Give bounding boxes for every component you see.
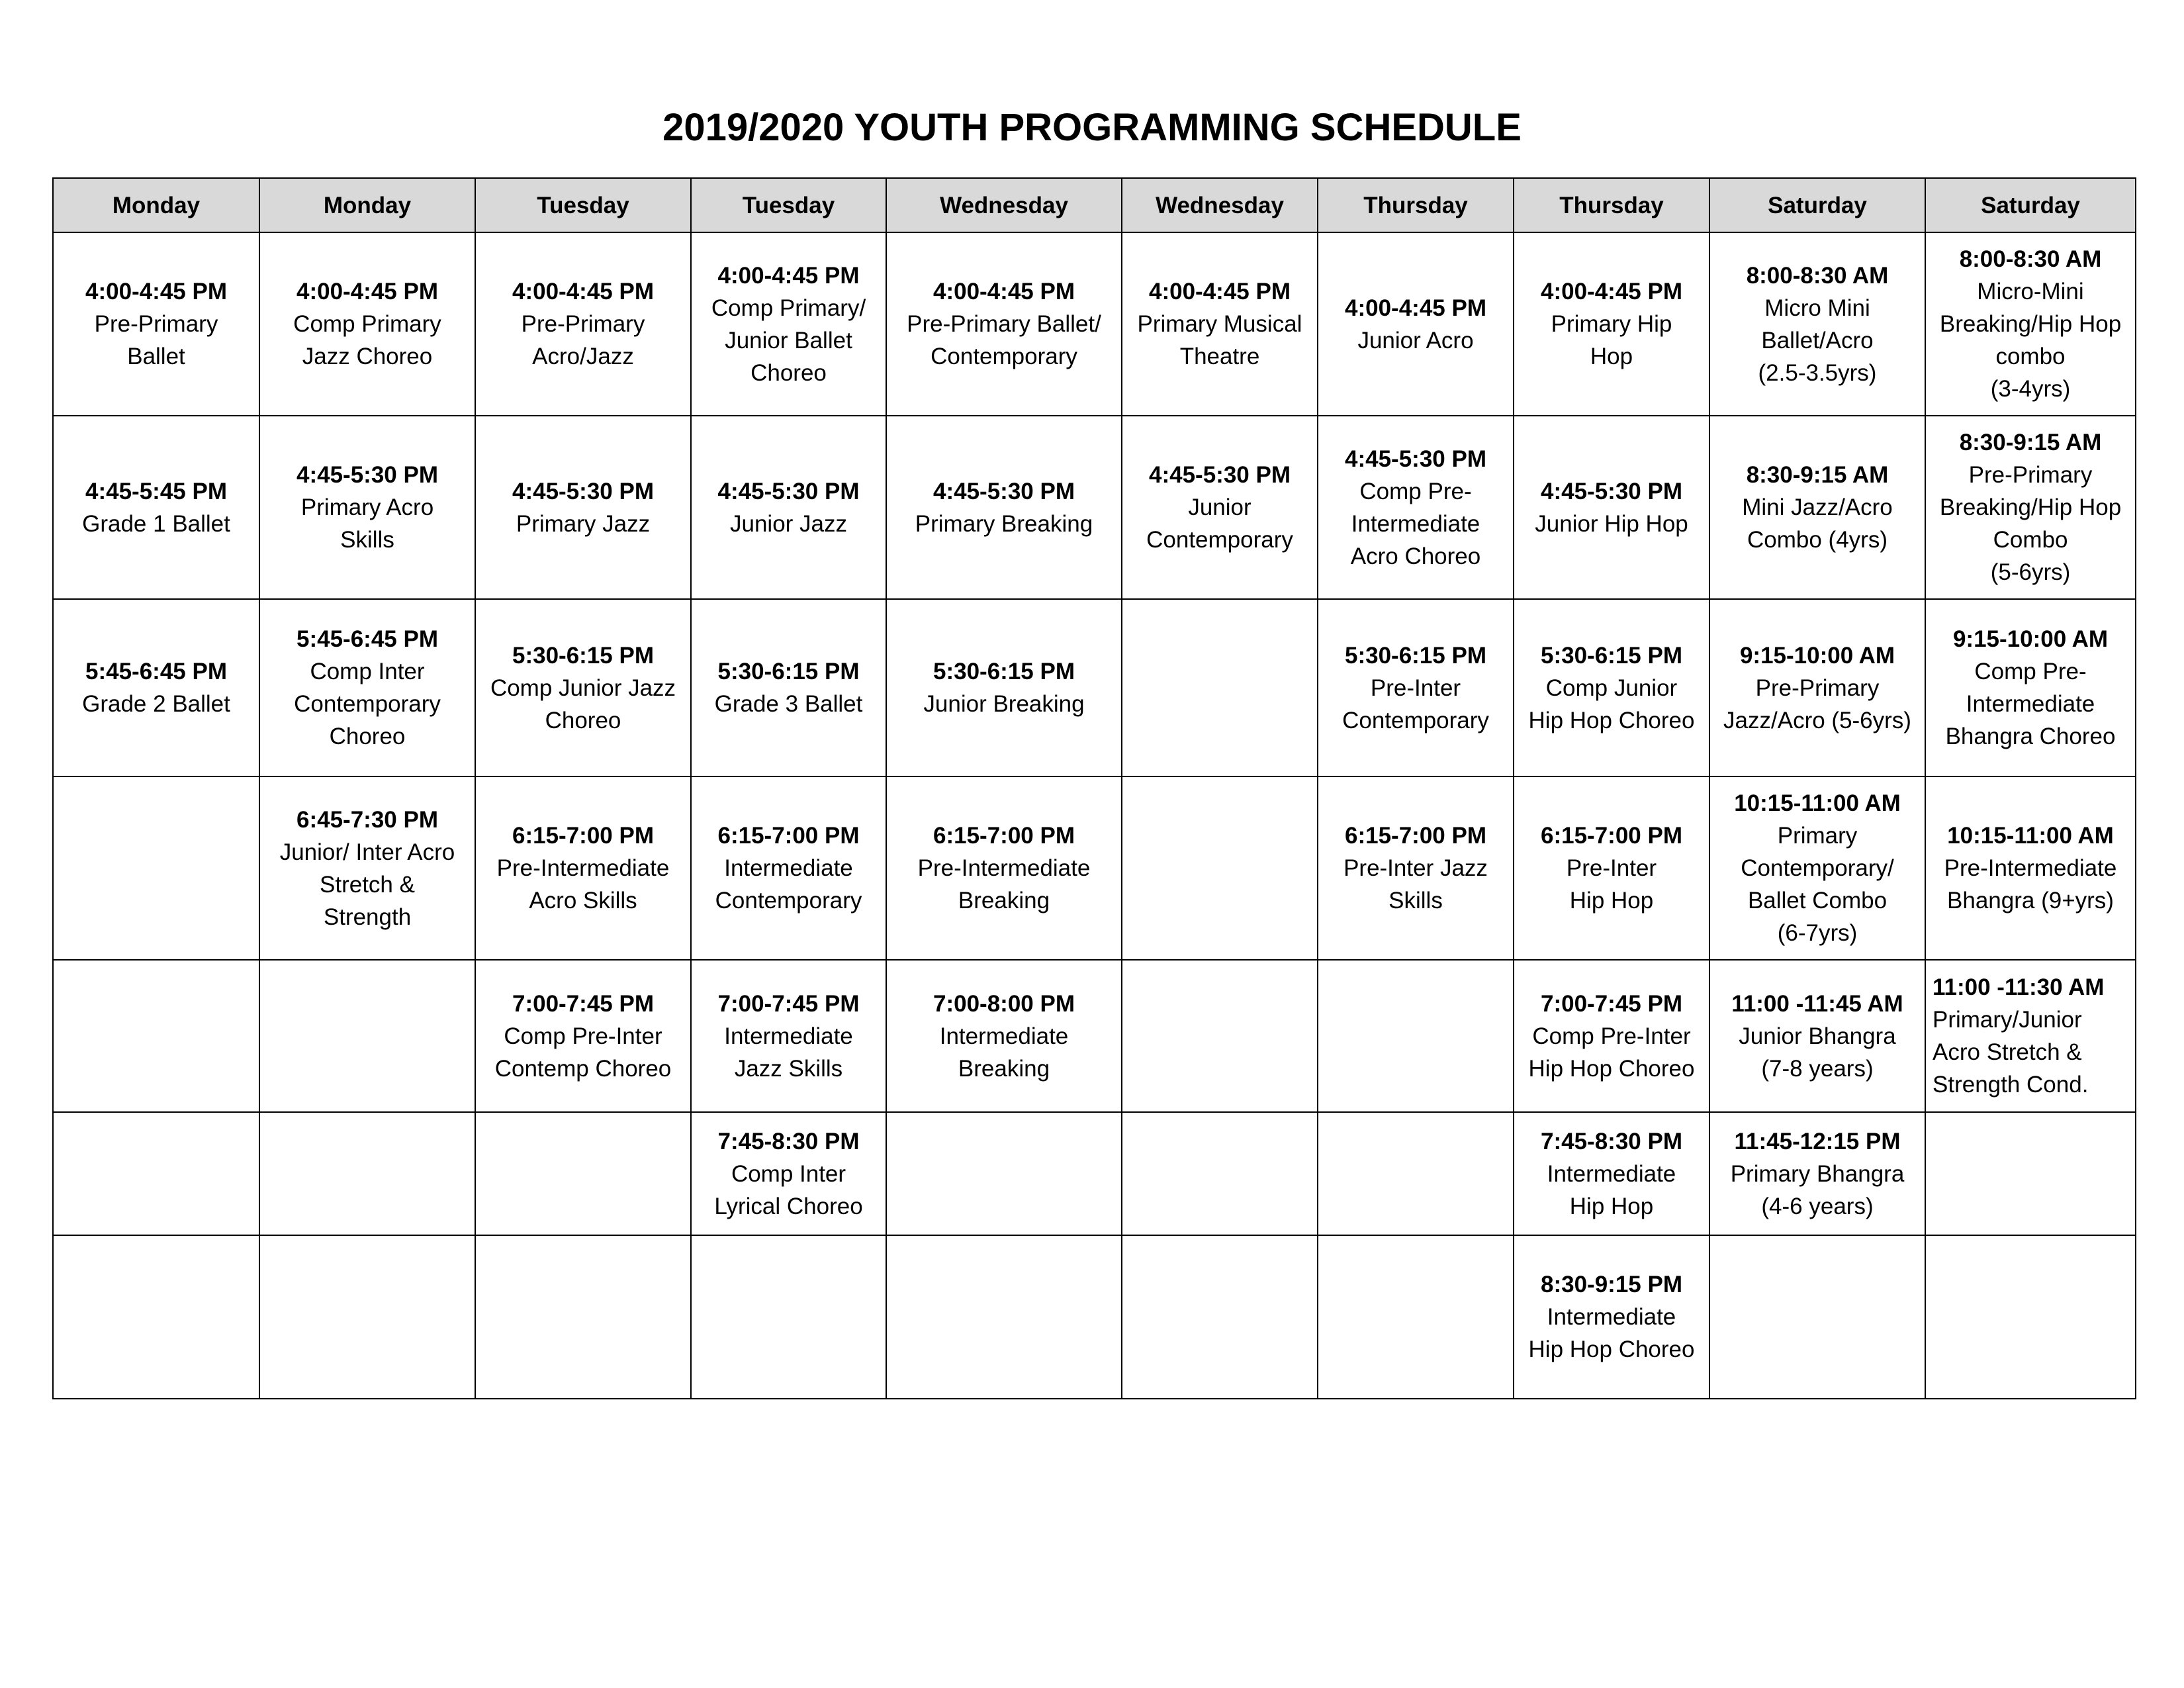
class-name: Primary Musical Theatre — [1137, 311, 1302, 369]
class-time: 7:00-8:00 PM — [933, 990, 1075, 1017]
column-header: Saturday — [1925, 178, 2136, 232]
class-time: 5:30-6:15 PM — [512, 642, 654, 669]
class-time: 6:45-7:30 PM — [296, 806, 438, 833]
class-cell — [475, 960, 691, 1112]
class-name: Comp Junior Hip Hop Choreo — [1528, 675, 1695, 733]
class-cell — [1925, 599, 2136, 776]
column-header: Monday — [259, 178, 475, 232]
empty-cell — [1122, 1112, 1318, 1235]
class-name: Grade 2 Ballet — [82, 691, 230, 717]
empty-cell — [53, 1235, 259, 1399]
class-cell — [1925, 232, 2136, 416]
schedule-row — [53, 1235, 2136, 1399]
class-cell — [691, 599, 886, 776]
class-cell — [259, 599, 475, 776]
class-time: 4:00-4:45 PM — [1149, 279, 1291, 305]
class-time: 5:45-6:45 PM — [296, 626, 438, 652]
column-header: Thursday — [1318, 178, 1514, 232]
schedule-row — [53, 776, 2136, 960]
empty-cell — [53, 776, 259, 960]
class-name: Pre-Primary Ballet — [94, 311, 218, 369]
class-time: 9:15-10:00 AM — [1739, 642, 1895, 669]
page-title: 2019/2020 YOUTH PROGRAMMING SCHEDULE — [662, 106, 1522, 149]
class-name: Intermediate Hip Hop — [1547, 1160, 1676, 1219]
class-time: 10:15-11:00 AM — [1734, 790, 1901, 816]
class-time: 5:30-6:15 PM — [1541, 642, 1682, 669]
class-time: 7:00-7:45 PM — [717, 990, 860, 1017]
class-cell — [259, 776, 475, 960]
class-cell — [53, 599, 259, 776]
class-cell — [691, 416, 886, 599]
class-name: Primary Breaking — [915, 510, 1093, 537]
class-time: 5:30-6:15 PM — [1345, 642, 1486, 669]
class-cell — [475, 599, 691, 776]
empty-cell — [691, 1235, 886, 1399]
class-time: 8:30-9:15 PM — [1541, 1272, 1682, 1297]
class-name: Pre-Primary Acro/Jazz — [521, 311, 645, 369]
class-cell — [1514, 776, 1709, 960]
class-cell — [1709, 416, 1925, 599]
class-name: Comp Pre- Intermediate Bhangra Choreo — [1945, 659, 2116, 749]
class-time: 5:30-6:15 PM — [717, 659, 860, 684]
empty-cell — [886, 1235, 1122, 1399]
class-cell — [53, 232, 259, 416]
class-cell — [1514, 1112, 1709, 1235]
class-time: 4:00-4:45 PM — [933, 279, 1075, 305]
class-name: Primary Contemporary/ Ballet Combo (6-7yrs) — [1741, 823, 1894, 946]
class-name: Primary Hip Hop — [1551, 311, 1672, 369]
class-time: 4:00-4:45 PM — [1541, 279, 1682, 305]
class-time: 9:15-10:00 AM — [1952, 626, 2109, 652]
class-cell — [691, 232, 886, 416]
class-time: 8:00-8:30 AM — [1959, 246, 2102, 272]
class-time: 7:00-7:45 PM — [1541, 990, 1682, 1017]
class-name: Junior/ Inter Acro Stretch & Strength — [279, 839, 455, 930]
class-cell — [1122, 416, 1318, 599]
class-cell — [1514, 960, 1709, 1112]
empty-cell — [53, 960, 259, 1112]
class-name: Junior Acro — [1357, 327, 1474, 353]
empty-cell — [53, 1112, 259, 1235]
column-header: Saturday — [1709, 178, 1925, 232]
class-time: 6:15-7:00 PM — [717, 823, 860, 849]
class-cell — [475, 232, 691, 416]
class-time: 11:45-12:15 PM — [1734, 1128, 1901, 1154]
class-cell — [1709, 776, 1925, 960]
class-time: 4:00-4:45 PM — [717, 262, 860, 289]
column-header: Thursday — [1514, 178, 1709, 232]
class-cell — [886, 416, 1122, 599]
class-name: Mini Jazz/Acro Combo (4yrs) — [1742, 494, 1893, 553]
class-cell — [53, 416, 259, 599]
class-cell — [1122, 232, 1318, 416]
class-cell — [1709, 960, 1925, 1112]
column-header: Tuesday — [475, 178, 691, 232]
empty-cell — [259, 960, 475, 1112]
class-cell — [1318, 416, 1514, 599]
class-time: 8:00-8:30 AM — [1746, 262, 1889, 289]
class-name: Primary Jazz — [516, 510, 651, 537]
class-cell — [1709, 1112, 1925, 1235]
class-time: 4:00-4:45 PM — [85, 279, 227, 305]
class-cell — [1925, 776, 2136, 960]
schedule-row — [53, 232, 2136, 416]
class-cell — [1514, 416, 1709, 599]
empty-cell — [1925, 1112, 2136, 1235]
class-name: Comp Pre-Inter Hip Hop Choreo — [1528, 1023, 1695, 1082]
class-time: 6:15-7:00 PM — [512, 823, 654, 849]
class-cell — [475, 776, 691, 960]
class-cell — [475, 416, 691, 599]
empty-cell — [1318, 1235, 1514, 1399]
empty-cell — [1122, 960, 1318, 1112]
class-cell — [1318, 232, 1514, 416]
class-cell — [886, 599, 1122, 776]
column-header: Monday — [53, 178, 259, 232]
class-name: Junior Bhangra (7-8 years) — [1739, 1023, 1896, 1082]
class-name: Pre-Intermediate Bhangra (9+yrs) — [1944, 855, 2117, 914]
class-name: Comp Inter Lyrical Choreo — [714, 1160, 863, 1219]
class-cell — [1925, 960, 2136, 1112]
class-time: 10:15-11:00 AM — [1947, 823, 2114, 849]
schedule-row — [53, 599, 2136, 776]
class-name: Pre-Primary Jazz/Acro (5-6yrs) — [1723, 675, 1911, 733]
class-time: 4:45-5:30 PM — [1345, 445, 1486, 472]
class-name: Comp Primary Jazz Choreo — [293, 311, 441, 369]
class-name: Comp Pre- Intermediate Acro Choreo — [1350, 478, 1481, 569]
class-time: 11:00 -11:30 AM — [1933, 974, 2105, 1000]
schedule-row — [53, 416, 2136, 599]
empty-cell — [1122, 776, 1318, 960]
empty-cell — [475, 1235, 691, 1399]
class-cell — [886, 960, 1122, 1112]
class-time: 7:45-8:30 PM — [1541, 1128, 1682, 1154]
class-name: Junior Contemporary — [1146, 494, 1293, 553]
class-name: Primary Bhangra (4-6 years) — [1730, 1160, 1905, 1219]
class-cell — [886, 232, 1122, 416]
empty-cell — [259, 1235, 475, 1399]
class-cell — [1514, 232, 1709, 416]
class-name: Pre-Inter Contemporary — [1342, 675, 1489, 733]
class-time: 4:00-4:45 PM — [512, 279, 654, 305]
class-time: 4:45-5:45 PM — [85, 478, 227, 504]
class-name: Pre-Intermediate Breaking — [917, 855, 1091, 914]
class-name: Pre-Inter Hip Hop — [1566, 855, 1657, 914]
class-cell — [691, 776, 886, 960]
class-time: 4:45-5:30 PM — [933, 478, 1075, 504]
class-name: Pre-Primary Breaking/Hip Hop Combo (5-6yrs) — [1939, 462, 2122, 585]
class-time: 4:45-5:30 PM — [1541, 478, 1682, 504]
class-name: Pre-Primary Ballet/ Contemporary — [907, 311, 1101, 369]
class-name: Intermediate Contemporary — [715, 855, 862, 914]
class-name: Pre-Inter Jazz Skills — [1343, 855, 1488, 914]
empty-cell — [1318, 1112, 1514, 1235]
class-time: 4:45-5:30 PM — [296, 462, 438, 488]
class-name: Comp Junior Jazz Choreo — [490, 675, 676, 733]
class-time: 5:30-6:15 PM — [933, 659, 1075, 684]
class-name: Junior Breaking — [923, 691, 1085, 717]
schedule-row — [53, 960, 2136, 1112]
schedule-row — [53, 1112, 2136, 1235]
empty-cell — [1122, 1235, 1318, 1399]
column-header: Wednesday — [886, 178, 1122, 232]
class-cell — [1925, 416, 2136, 599]
class-cell — [691, 1112, 886, 1235]
class-time: 6:15-7:00 PM — [933, 823, 1075, 849]
class-time: 4:45-5:30 PM — [512, 478, 654, 504]
empty-cell — [259, 1112, 475, 1235]
class-cell — [1709, 232, 1925, 416]
class-time: 7:00-7:45 PM — [512, 990, 654, 1017]
empty-cell — [1925, 1235, 2136, 1399]
class-time: 4:45-5:30 PM — [1149, 462, 1291, 488]
class-cell — [1514, 599, 1709, 776]
class-time: 7:45-8:30 PM — [717, 1128, 860, 1154]
class-time: 4:45-5:30 PM — [717, 478, 860, 504]
class-name: Intermediate Breaking — [939, 1023, 1069, 1082]
header-row — [53, 178, 2136, 232]
empty-cell — [1709, 1235, 1925, 1399]
empty-cell — [1318, 960, 1514, 1112]
class-cell — [259, 232, 475, 416]
class-name: Junior Hip Hop — [1535, 510, 1688, 537]
class-time: 6:15-7:00 PM — [1345, 823, 1486, 849]
class-cell — [886, 776, 1122, 960]
class-time: 8:30-9:15 AM — [1959, 430, 2102, 455]
class-time: 6:15-7:00 PM — [1541, 823, 1682, 849]
class-cell — [1514, 1235, 1709, 1399]
class-name: Primary/Junior Acro Stretch & Strength Cond. — [1933, 1007, 2089, 1098]
class-time: 4:00-4:45 PM — [1345, 295, 1486, 321]
class-time: 8:30-9:15 AM — [1746, 462, 1889, 488]
column-header: Tuesday — [691, 178, 886, 232]
class-time: 5:45-6:45 PM — [85, 659, 227, 684]
class-name: Primary Acro Skills — [300, 494, 434, 553]
column-header: Wednesday — [1122, 178, 1318, 232]
empty-cell — [1122, 599, 1318, 776]
class-name: Micro-Mini Breaking/Hip Hop combo (3-4yrs) — [1939, 279, 2122, 402]
class-cell — [691, 960, 886, 1112]
class-time: 11:00 -11:45 AM — [1731, 990, 1903, 1017]
class-time: 4:00-4:45 PM — [296, 279, 438, 305]
class-cell — [1318, 599, 1514, 776]
class-name: Comp Pre-Inter Contemp Choreo — [494, 1023, 672, 1082]
class-name: Grade 1 Ballet — [82, 510, 230, 537]
class-name: Junior Jazz — [729, 510, 848, 537]
class-name: Comp Primary/ Junior Ballet Choreo — [711, 295, 866, 386]
empty-cell — [475, 1112, 691, 1235]
class-cell — [259, 416, 475, 599]
class-name: Comp Inter Contemporary Choreo — [294, 659, 441, 749]
empty-cell — [886, 1112, 1122, 1235]
class-name: Micro Mini Ballet/Acro (2.5-3.5yrs) — [1758, 295, 1877, 386]
class-name: Intermediate Hip Hop Choreo — [1528, 1304, 1695, 1362]
class-name: Pre-Intermediate Acro Skills — [496, 855, 670, 914]
class-cell — [1709, 599, 1925, 776]
schedule-table — [52, 177, 2136, 1399]
class-name: Intermediate Jazz Skills — [724, 1023, 853, 1082]
class-cell — [1318, 776, 1514, 960]
class-name: Grade 3 Ballet — [714, 691, 863, 717]
